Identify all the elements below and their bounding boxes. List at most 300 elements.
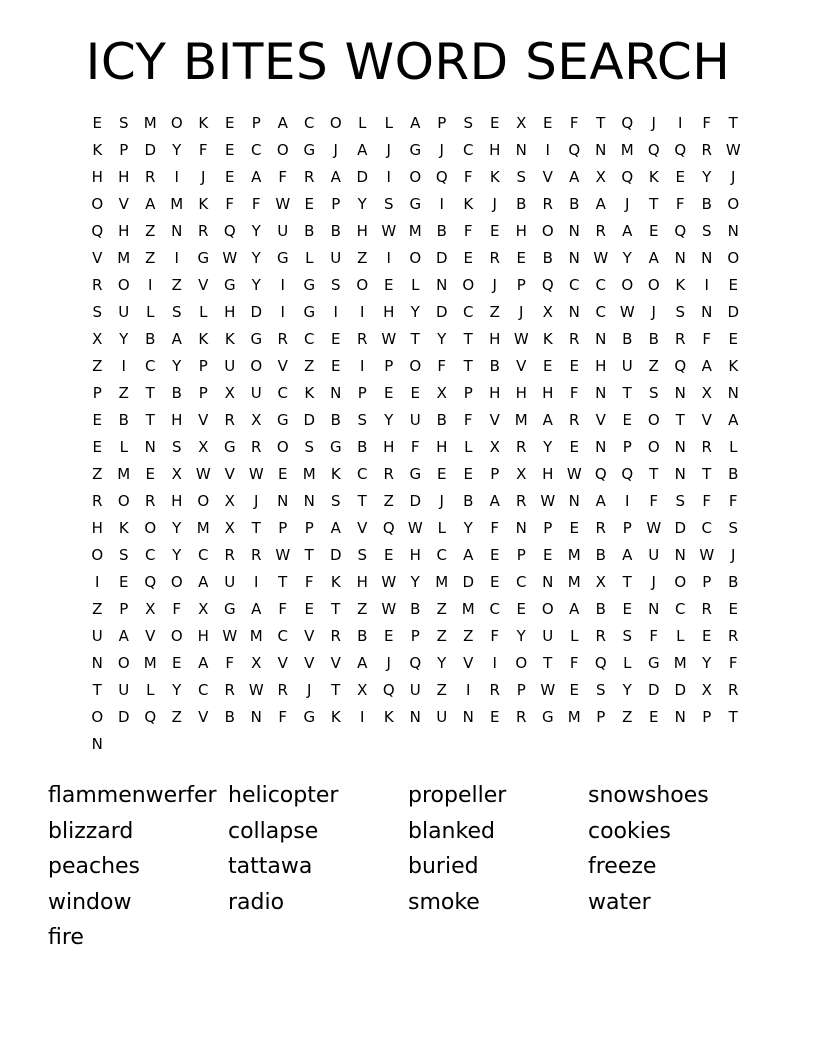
grid-letter: E <box>225 114 235 132</box>
grid-letter: Q <box>674 141 687 159</box>
grid-letter: T <box>331 600 341 618</box>
grid-letter: N <box>515 141 527 159</box>
grid-letter: X <box>489 438 500 456</box>
grid-letter: Y <box>437 330 447 348</box>
grid-letter: R <box>516 708 527 726</box>
grid-letter: O <box>117 654 130 672</box>
grid-letter: O <box>727 249 740 267</box>
grid-letter: N <box>171 222 183 240</box>
grid-letter: F <box>569 114 579 132</box>
grid-letter: J <box>651 114 656 132</box>
grid-letter: E <box>410 384 420 402</box>
grid-letter: U <box>91 627 103 645</box>
grid-letter: C <box>277 384 288 402</box>
grid-letter: H <box>515 384 527 402</box>
grid-letter: R <box>357 330 368 348</box>
grid-letter: V <box>277 357 288 375</box>
grid-letter: D <box>674 519 687 537</box>
grid-letter: Z <box>118 384 129 402</box>
grid-letter: F <box>728 492 738 510</box>
grid-letter: S <box>728 519 739 537</box>
grid-letter: C <box>436 546 447 564</box>
grid-letter: L <box>305 249 314 267</box>
grid-letter: F <box>490 519 500 537</box>
grid-letter: P <box>92 384 102 402</box>
grid-letter: F <box>251 195 261 213</box>
grid-letter: E <box>622 600 632 618</box>
grid-letter: M <box>143 654 157 672</box>
grid-letter: P <box>198 384 208 402</box>
grid-letter: H <box>383 438 395 456</box>
grid-letter: V <box>145 627 156 645</box>
grid-letter: I <box>625 492 630 510</box>
grid-letter: Q <box>541 276 554 294</box>
grid-letter: W <box>540 492 556 510</box>
grid-letter: I <box>333 303 338 321</box>
word-list-item: cookies <box>588 818 671 844</box>
grid-letter: N <box>701 249 713 267</box>
grid-letter: E <box>145 465 155 483</box>
grid-letter: U <box>118 303 130 321</box>
grid-letter: Q <box>435 168 448 186</box>
grid-letter: Y <box>410 303 420 321</box>
grid-letter: C <box>569 276 580 294</box>
word-list-item: smoke <box>408 889 480 915</box>
grid-letter: V <box>304 654 315 672</box>
grid-letter: Z <box>463 627 474 645</box>
grid-letter: N <box>727 384 739 402</box>
grid-letter: F <box>463 411 473 429</box>
grid-letter: I <box>280 276 285 294</box>
grid-letter: S <box>675 303 686 321</box>
grid-letter: O <box>170 114 183 132</box>
grid-letter: A <box>330 168 341 186</box>
grid-letter: N <box>674 438 686 456</box>
grid-letter: H <box>436 438 448 456</box>
grid-letter: B <box>648 330 659 348</box>
grid-letter: B <box>542 249 553 267</box>
grid-letter: V <box>516 357 527 375</box>
grid-letter: E <box>516 249 526 267</box>
grid-letter: O <box>170 573 183 591</box>
grid-letter: B <box>595 600 606 618</box>
grid-letter: F <box>278 168 288 186</box>
grid-letter: W <box>619 303 635 321</box>
grid-letter: A <box>251 600 262 618</box>
grid-letter: N <box>674 546 686 564</box>
grid-letter: O <box>250 357 263 375</box>
grid-letter: O <box>117 276 130 294</box>
grid-letter: W <box>222 627 238 645</box>
grid-letter: P <box>702 573 712 591</box>
grid-letter: W <box>513 330 529 348</box>
grid-letter: Q <box>144 708 157 726</box>
word-list-item: freeze <box>588 854 657 879</box>
grid-letter: K <box>648 168 659 186</box>
grid-letter: Z <box>648 357 659 375</box>
grid-letter: O <box>409 357 422 375</box>
grid-letter: R <box>701 600 712 618</box>
grid-letter: P <box>702 708 712 726</box>
grid-letter: C <box>145 546 156 564</box>
grid-letter: E <box>490 573 500 591</box>
grid-letter: I <box>545 141 550 159</box>
grid-letter: I <box>121 357 126 375</box>
grid-letter: O <box>197 492 210 510</box>
grid-letter: N <box>436 276 448 294</box>
grid-letter: E <box>92 411 102 429</box>
grid-letter: Q <box>621 114 634 132</box>
grid-letter: S <box>383 195 394 213</box>
grid-letter: B <box>357 438 368 456</box>
grid-letter: P <box>278 519 288 537</box>
grid-letter: V <box>224 465 235 483</box>
grid-letter: N <box>568 492 580 510</box>
grid-letter: S <box>357 411 368 429</box>
word-list-item: water <box>588 889 651 915</box>
grid-letter: F <box>702 114 712 132</box>
grid-letter: O <box>462 276 475 294</box>
grid-letter: P <box>119 141 129 159</box>
grid-letter: P <box>516 681 526 699</box>
grid-letter: H <box>197 627 209 645</box>
grid-letter: W <box>407 519 423 537</box>
grid-letter: W <box>248 681 264 699</box>
grid-letter: H <box>91 168 103 186</box>
grid-letter: L <box>119 438 128 456</box>
grid-letter: E <box>92 114 102 132</box>
grid-letter: O <box>515 654 528 672</box>
word-list-item: helicopter <box>228 783 339 808</box>
grid-letter: W <box>699 546 715 564</box>
grid-letter: Q <box>621 168 634 186</box>
grid-letter: J <box>254 492 259 510</box>
grid-letter: T <box>251 519 261 537</box>
grid-letter: K <box>198 195 209 213</box>
grid-letter: S <box>622 627 633 645</box>
grid-letter: F <box>225 195 235 213</box>
grid-letter: O <box>276 141 289 159</box>
grid-letter: O <box>117 492 130 510</box>
grid-letter: Q <box>594 465 607 483</box>
grid-letter: G <box>276 411 289 429</box>
grid-letter: S <box>171 303 182 321</box>
grid-letter: E <box>728 600 738 618</box>
grid-letter: K <box>118 519 129 537</box>
grid-letter: R <box>675 330 686 348</box>
grid-letter: W <box>248 465 264 483</box>
grid-letter: B <box>569 195 580 213</box>
grid-letter: Z <box>145 222 156 240</box>
grid-letter: T <box>145 384 155 402</box>
grid-letter: J <box>651 303 656 321</box>
grid-letter: X <box>595 573 606 591</box>
grid-letter: E <box>569 438 579 456</box>
grid-letter: N <box>674 384 686 402</box>
grid-letter: M <box>673 654 687 672</box>
grid-letter: E <box>225 141 235 159</box>
grid-letter: O <box>91 708 104 726</box>
grid-letter: O <box>276 438 289 456</box>
grid-letter: K <box>542 330 553 348</box>
grid-letter: S <box>675 492 686 510</box>
grid-letter: A <box>569 600 580 618</box>
grid-letter: E <box>490 708 500 726</box>
grid-letter: X <box>92 330 103 348</box>
grid-letter: V <box>701 411 712 429</box>
grid-letter: D <box>647 681 660 699</box>
grid-letter: K <box>489 168 500 186</box>
grid-letter: O <box>91 546 104 564</box>
grid-letter: D <box>117 708 130 726</box>
grid-letter: E <box>304 600 314 618</box>
grid-letter: X <box>224 384 235 402</box>
grid-letter: E <box>331 357 341 375</box>
grid-letter: A <box>728 411 739 429</box>
grid-letter: W <box>381 330 397 348</box>
grid-letter: M <box>196 519 210 537</box>
grid-letter: I <box>95 573 100 591</box>
grid-letter: X <box>516 465 527 483</box>
grid-letter: Y <box>702 654 712 672</box>
grid-letter: V <box>489 411 500 429</box>
grid-letter: K <box>728 357 739 375</box>
grid-letter: Z <box>622 708 633 726</box>
grid-letter: A <box>622 546 633 564</box>
grid-letter: E <box>119 573 129 591</box>
grid-letter: W <box>381 222 397 240</box>
grid-letter: F <box>278 708 288 726</box>
grid-letter: W <box>646 519 662 537</box>
grid-letter: Y <box>384 411 394 429</box>
grid-letter: J <box>492 276 497 294</box>
grid-letter: W <box>593 249 609 267</box>
grid-letter: C <box>675 600 686 618</box>
grid-letter: S <box>701 222 712 240</box>
grid-letter: A <box>569 168 580 186</box>
grid-letter: A <box>171 330 182 348</box>
grid-letter: O <box>647 438 660 456</box>
grid-letter: I <box>360 708 365 726</box>
grid-letter: Y <box>543 438 553 456</box>
grid-letter: T <box>728 114 738 132</box>
grid-letter: F <box>304 573 314 591</box>
grid-letter: B <box>728 573 739 591</box>
grid-letter: E <box>92 438 102 456</box>
grid-letter: R <box>330 627 341 645</box>
grid-letter: V <box>198 708 209 726</box>
grid-letter: T <box>145 411 155 429</box>
grid-letter: R <box>516 492 527 510</box>
grid-letter: F <box>702 492 712 510</box>
grid-letter: F <box>649 492 659 510</box>
grid-letter: E <box>569 357 579 375</box>
grid-letter: L <box>676 627 685 645</box>
grid-letter: N <box>701 303 713 321</box>
grid-letter: T <box>331 681 341 699</box>
grid-letter: M <box>567 573 581 591</box>
grid-letter: P <box>437 114 447 132</box>
grid-letter: H <box>383 303 395 321</box>
grid-letter: J <box>201 168 206 186</box>
grid-letter: E <box>569 519 579 537</box>
grid-letter: G <box>303 141 316 159</box>
grid-letter: N <box>462 708 474 726</box>
grid-letter: B <box>516 195 527 213</box>
grid-letter: G <box>223 276 236 294</box>
grid-letter: Y <box>437 654 447 672</box>
grid-letter: M <box>514 411 528 429</box>
grid-letter: H <box>356 222 368 240</box>
grid-letter: H <box>356 573 368 591</box>
grid-letter: S <box>463 114 474 132</box>
grid-letter: B <box>489 357 500 375</box>
grid-letter: B <box>357 627 368 645</box>
grid-letter: M <box>143 114 157 132</box>
grid-letter: Y <box>251 222 261 240</box>
grid-letter: N <box>542 573 554 591</box>
word-list <box>48 778 768 956</box>
grid-letter: C <box>304 114 315 132</box>
grid-letter: W <box>566 465 582 483</box>
grid-letter: W <box>222 249 238 267</box>
grid-letter: A <box>357 654 368 672</box>
grid-letter: L <box>384 114 393 132</box>
grid-letter: J <box>386 141 391 159</box>
grid-letter: Z <box>92 465 103 483</box>
grid-letter: I <box>148 276 153 294</box>
grid-letter: Y <box>172 141 182 159</box>
grid-letter: X <box>701 681 712 699</box>
grid-letter: W <box>540 681 556 699</box>
grid-letter: J <box>731 546 736 564</box>
grid-letter: L <box>570 627 579 645</box>
grid-letter: Q <box>382 519 395 537</box>
grid-letter: W <box>381 600 397 618</box>
grid-letter: R <box>145 168 156 186</box>
grid-letter: N <box>91 735 103 753</box>
grid-letter: O <box>409 168 422 186</box>
grid-letter: Z <box>383 492 394 510</box>
grid-letter: A <box>145 195 156 213</box>
grid-letter: L <box>437 519 446 537</box>
grid-letter: G <box>409 141 422 159</box>
grid-letter: G <box>250 330 263 348</box>
grid-letter: R <box>542 195 553 213</box>
grid-letter: M <box>435 573 449 591</box>
grid-letter: Y <box>702 168 712 186</box>
grid-letter: D <box>674 681 687 699</box>
grid-letter: I <box>492 654 497 672</box>
grid-letter: N <box>250 708 262 726</box>
grid-letter: D <box>727 303 740 321</box>
grid-letter: I <box>678 114 683 132</box>
grid-letter: X <box>436 384 447 402</box>
word-list-item: blanked <box>408 818 495 844</box>
grid-letter: C <box>357 465 368 483</box>
grid-letter: O <box>329 114 342 132</box>
grid-letter: T <box>649 195 659 213</box>
grid-letter: R <box>224 411 235 429</box>
grid-letter: Q <box>223 222 236 240</box>
grid-letter: M <box>117 465 131 483</box>
grid-letter: R <box>304 168 315 186</box>
grid-letter: X <box>251 411 262 429</box>
grid-letter: R <box>595 627 606 645</box>
grid-letter: O <box>409 249 422 267</box>
grid-letter: I <box>174 168 179 186</box>
grid-letter: P <box>516 276 526 294</box>
grid-letter: Y <box>172 681 182 699</box>
grid-letter: E <box>569 681 579 699</box>
grid-letter: I <box>386 249 391 267</box>
grid-letter: C <box>701 519 712 537</box>
grid-letter: Z <box>436 600 447 618</box>
grid-letter: O <box>674 573 687 591</box>
grid-letter: E <box>728 276 738 294</box>
grid-letter: R <box>224 681 235 699</box>
grid-letter: N <box>674 249 686 267</box>
grid-letter: L <box>411 276 420 294</box>
grid-letter: E <box>384 276 394 294</box>
grid-letter: R <box>489 681 500 699</box>
grid-letter: P <box>410 627 420 645</box>
grid-letter: E <box>384 384 394 402</box>
grid-letter: H <box>91 519 103 537</box>
grid-letter: S <box>595 681 606 699</box>
grid-letter: M <box>302 465 316 483</box>
grid-letter: L <box>358 114 367 132</box>
grid-letter: R <box>489 249 500 267</box>
grid-letter: A <box>198 654 209 672</box>
grid-letter: J <box>386 654 391 672</box>
grid-letter: B <box>410 600 421 618</box>
grid-letter: F <box>410 438 420 456</box>
grid-letter: E <box>702 627 712 645</box>
grid-letter: N <box>330 384 342 402</box>
grid-letter: L <box>146 303 155 321</box>
grid-letter: Q <box>647 141 660 159</box>
grid-letter: C <box>463 303 474 321</box>
grid-letter: K <box>330 573 341 591</box>
grid-letter: F <box>463 168 473 186</box>
grid-letter: H <box>489 141 501 159</box>
grid-letter: E <box>225 168 235 186</box>
grid-letter: N <box>595 438 607 456</box>
grid-letter: I <box>280 303 285 321</box>
grid-letter: A <box>489 492 500 510</box>
grid-letter: J <box>731 168 736 186</box>
grid-letter: Z <box>171 708 182 726</box>
word-list-item: radio <box>228 889 285 915</box>
grid-letter: Z <box>171 276 182 294</box>
grid-letter: W <box>275 195 291 213</box>
grid-letter: H <box>118 168 130 186</box>
grid-letter: O <box>647 276 660 294</box>
grid-letter: B <box>118 411 129 429</box>
grid-letter: F <box>569 654 579 672</box>
grid-letter: R <box>516 438 527 456</box>
grid-letter: R <box>728 681 739 699</box>
grid-letter: F <box>490 627 500 645</box>
grid-letter: B <box>436 222 447 240</box>
letter-grid <box>84 110 747 758</box>
grid-letter: R <box>701 141 712 159</box>
grid-letter: H <box>595 357 607 375</box>
grid-letter: A <box>357 141 368 159</box>
grid-letter: S <box>648 384 659 402</box>
grid-letter: B <box>145 330 156 348</box>
